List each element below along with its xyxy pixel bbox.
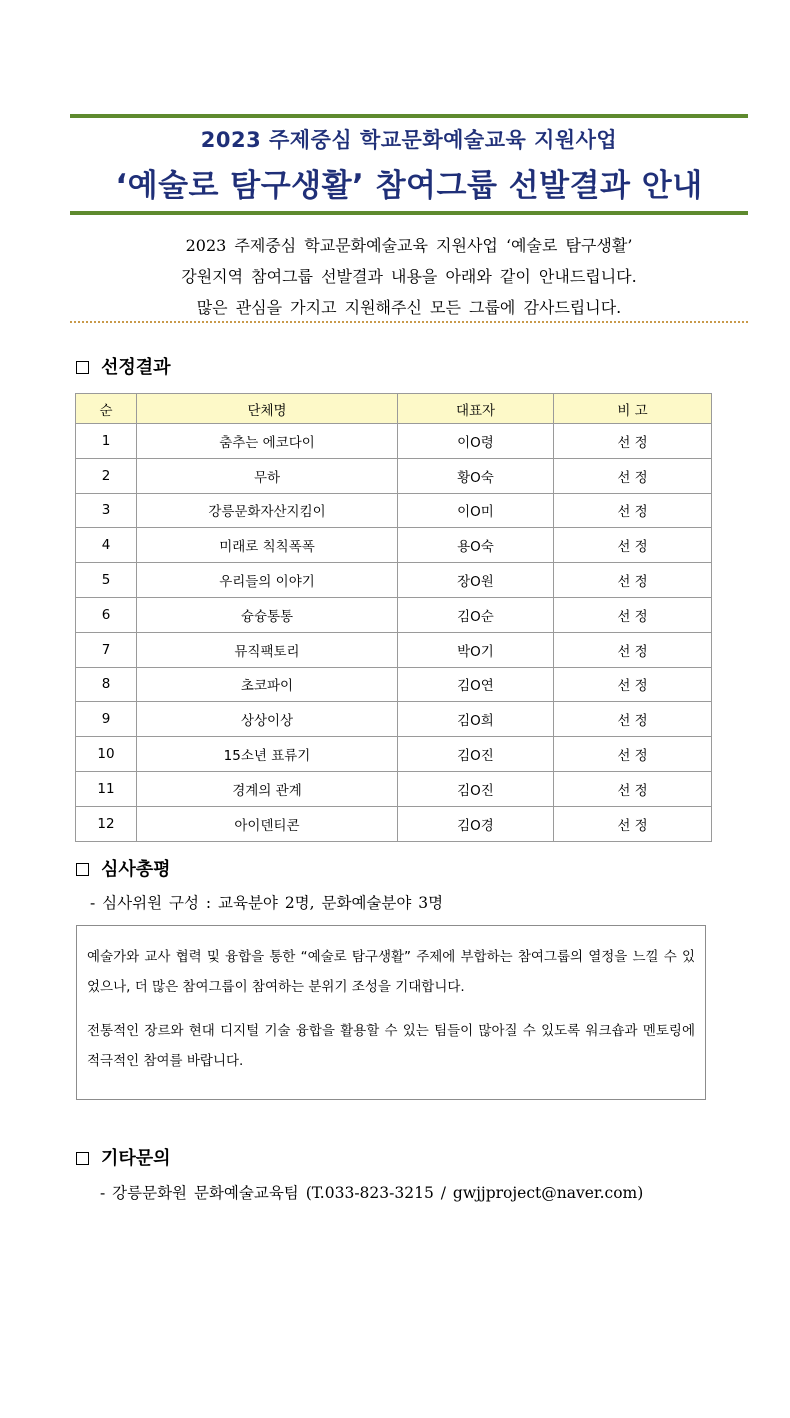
- intro-text: [70, 230, 748, 323]
- cell-remarks: 선 정: [554, 632, 712, 667]
- cell-no: 10: [76, 737, 137, 772]
- cell-group-name: 우리들의 이야기: [137, 563, 398, 598]
- table-row: [76, 458, 712, 493]
- intro-line: 강원지역 참여그룹 선발결과 내용을 아래와 같이 안내드립니다.: [181, 267, 637, 286]
- cell-representative: 용O숙: [398, 528, 554, 563]
- review-box: [76, 925, 706, 1100]
- cell-group-name: 아이덴티콘: [137, 806, 398, 841]
- cell-group-name: 미래로 칙칙폭폭: [137, 528, 398, 563]
- header-representative: 대표자: [398, 394, 554, 424]
- cell-remarks: 선 정: [554, 737, 712, 772]
- cell-no: 7: [76, 632, 137, 667]
- dotted-divider: [70, 321, 748, 323]
- cell-no: 6: [76, 597, 137, 632]
- results-table-body: [76, 424, 712, 842]
- cell-group-name: 경계의 관계: [137, 771, 398, 806]
- cell-remarks: 선 정: [554, 563, 712, 598]
- cell-group-name: 강릉문화자산지킴이: [137, 493, 398, 528]
- cell-group-name: 뮤직팩토리: [137, 632, 398, 667]
- contact-heading-label: 기타문의: [101, 1148, 171, 1169]
- table-row: [76, 702, 712, 737]
- contact-info: - 강릉문화원 문화예술교육팀 (T.033-823-3215 / gwjjproject@naver.com): [100, 1184, 644, 1202]
- cell-remarks: 선 정: [554, 667, 712, 702]
- cell-no: 12: [76, 806, 137, 841]
- title-bottom-rule: [70, 211, 748, 215]
- cell-no: 1: [76, 424, 137, 459]
- table-row: [76, 528, 712, 563]
- results-heading-label: 선정결과: [101, 357, 171, 378]
- cell-remarks: 선 정: [554, 458, 712, 493]
- cell-representative: 김O연: [398, 667, 554, 702]
- cell-group-name: 무하: [137, 458, 398, 493]
- cell-representative: 김O진: [398, 737, 554, 772]
- cell-remarks: 선 정: [554, 493, 712, 528]
- cell-representative: 김O진: [398, 771, 554, 806]
- cell-no: 9: [76, 702, 137, 737]
- cell-representative: 이O미: [398, 493, 554, 528]
- review-paragraph: 예술가와 교사 협력 및 융합을 통한 “예술로 탐구생활” 주제에 부합하는 참여그룹의 열정을 느낄 수 있었으나, 더 많은 참여그룹이 참여하는 분위기 조성을 기대합니다.: [87, 949, 695, 995]
- header-group-name: 단체명: [137, 394, 398, 424]
- cell-representative: 장O원: [398, 563, 554, 598]
- intro-line: 많은 관심을 가지고 지원해주신 모든 그룹에 감사드립니다.: [196, 298, 622, 317]
- cell-representative: 김O순: [398, 597, 554, 632]
- cell-remarks: 선 정: [554, 597, 712, 632]
- table-row: [76, 667, 712, 702]
- results-table: [75, 393, 712, 842]
- title-top-rule: [70, 114, 748, 118]
- review-paragraph: 전통적인 장르와 현대 디지털 기술 융합을 활용할 수 있는 팀들이 많아질 수 있도록 워크숍과 멘토링에 적극적인 참여를 바랍니다.: [87, 1023, 695, 1069]
- cell-representative: 김O경: [398, 806, 554, 841]
- table-row: [76, 737, 712, 772]
- cell-remarks: 선 정: [554, 771, 712, 806]
- cell-remarks: 선 정: [554, 702, 712, 737]
- checkbox-square-icon: [76, 361, 89, 374]
- checkbox-square-icon: [76, 863, 89, 876]
- cell-no: 5: [76, 563, 137, 598]
- cell-no: 8: [76, 667, 137, 702]
- cell-group-name: 춤추는 에코다이: [137, 424, 398, 459]
- contact-heading: [76, 1144, 171, 1170]
- cell-remarks: 선 정: [554, 806, 712, 841]
- cell-representative: 황O숙: [398, 458, 554, 493]
- table-row: [76, 424, 712, 459]
- title-line-1: 2023 주제중심 학교문화예술교육 지원사업: [200, 128, 618, 152]
- checkbox-square-icon: [76, 1152, 89, 1165]
- cell-representative: 김O희: [398, 702, 554, 737]
- intro-line: 2023 주제중심 학교문화예술교육 지원사업 ‘예술로 탐구생활’: [185, 236, 633, 255]
- cell-group-name: 초코파이: [137, 667, 398, 702]
- cell-group-name: 상상이상: [137, 702, 398, 737]
- cell-no: 3: [76, 493, 137, 528]
- header-remarks: 비 고: [554, 394, 712, 424]
- committee-composition: - 심사위원 구성 : 교육분야 2명, 문화예술분야 3명: [90, 894, 444, 912]
- cell-no: 11: [76, 771, 137, 806]
- table-row: [76, 597, 712, 632]
- cell-representative: 이O령: [398, 424, 554, 459]
- cell-group-name: 슝슝통통: [137, 597, 398, 632]
- table-header-row: [76, 394, 712, 424]
- review-heading-label: 심사총평: [101, 859, 171, 880]
- header-no: 순: [76, 394, 137, 424]
- table-row: [76, 563, 712, 598]
- table-row: [76, 632, 712, 667]
- results-heading: [76, 353, 171, 379]
- table-row: [76, 806, 712, 841]
- cell-group-name: 15소년 표류기: [137, 737, 398, 772]
- review-heading: [76, 855, 171, 881]
- cell-no: 4: [76, 528, 137, 563]
- page-title: ‘예술로 탐구생활’ 참여그룹 선발결과 안내: [115, 168, 703, 204]
- table-row: [76, 493, 712, 528]
- cell-representative: 박O기: [398, 632, 554, 667]
- cell-remarks: 선 정: [554, 424, 712, 459]
- cell-no: 2: [76, 458, 137, 493]
- cell-remarks: 선 정: [554, 528, 712, 563]
- table-row: [76, 771, 712, 806]
